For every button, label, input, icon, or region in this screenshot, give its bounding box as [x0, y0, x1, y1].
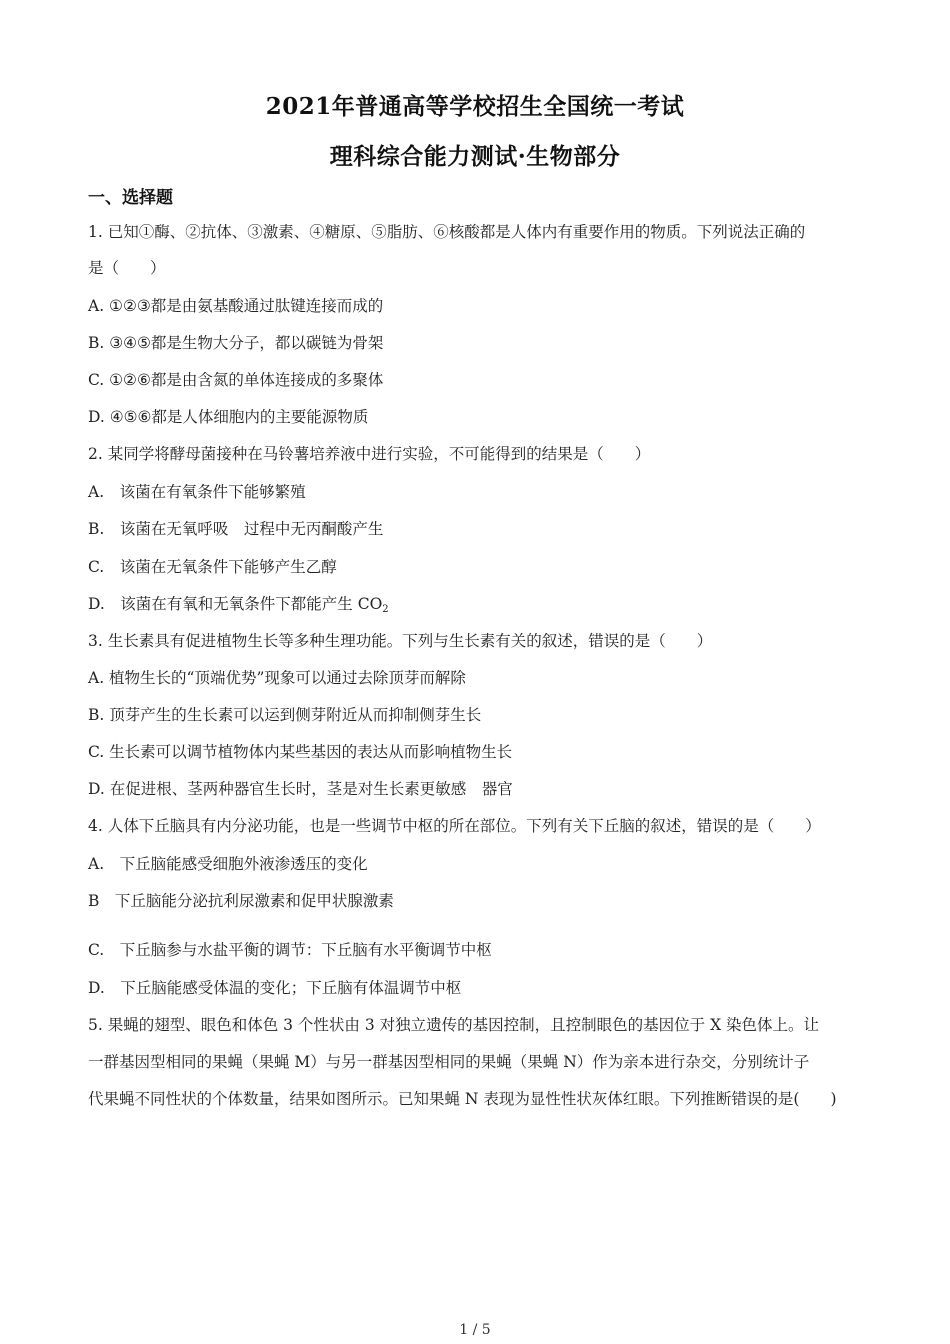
question-4-option-b: B 下丘脑能分泌抗利尿激素和促甲状腺激素: [88, 892, 394, 910]
question-3-option-d: D. 在促进根、茎两种器官生长时，茎是对生长素更敏感 器官: [88, 780, 513, 798]
question-1-option-b: B. ③④⑤都是生物大分子，都以碳链为骨架: [88, 334, 384, 352]
question-4-option-c: C. 下丘脑参与水盐平衡的调节：下丘脑有水平衡调节中枢: [88, 941, 492, 959]
exam-title: 2021年普通高等学校招生全国统一考试: [265, 93, 685, 120]
exam-subtitle: 理科综合能力测试·生物部分: [329, 143, 621, 170]
question-5-stem-line3: 代果蝇不同性状的个体数量，结果如图所示。已知果蝇 N 表现为显性性状灰体红眼。下列推断错误的是( ): [88, 1090, 837, 1108]
question-1-stem-line2: 是（ ）: [88, 259, 166, 277]
question-3-option-a: A. 植物生长的“顶端优势”现象可以通过去除顶芽而解除: [88, 669, 466, 687]
question-5-stem-line2: 一群基因型相同的果蝇（果蝇 M）与另一群基因型相同的果蝇（果蝇 N）作为亲本进行杂交，分别统计子: [88, 1053, 810, 1071]
question-1-option-c: C. ①②⑥都是由含氮的单体连接成的多聚体: [88, 371, 384, 389]
page-number: 1 / 5: [459, 1322, 491, 1338]
question-5-stem-line1: 5. 果蝇的翅型、眼色和体色 3 个性状由 3 对独立遗传的基因控制，且控制眼色的基因位于 X 染色体上。让: [88, 1016, 820, 1034]
question-2-stem: 2. 某同学将酵母菌接种在马铃薯培养液中进行实验，不可能得到的结果是（ ）: [88, 445, 651, 463]
question-2-option-a: A. 该菌在有氧条件下能够繁殖: [88, 483, 306, 501]
question-1-option-d: D. ④⑤⑥都是人体细胞内的主要能源物质: [88, 408, 369, 426]
question-3-option-c: C. 生长素可以调节植物体内某些基因的表达从而影响植物生长: [88, 743, 513, 761]
question-1-option-a: A. ①②③都是由氨基酸通过肽键连接而成的: [88, 297, 384, 315]
question-1-stem-line1: 1. 已知①酶、②抗体、③激素、④糖原、⑤脂肪、⑥核酸都是人体内有重要作用的物质。下列说法正确的: [88, 223, 806, 241]
question-2-option-d-text: D. 该菌在有氧和无氧条件下都能产生 CO: [88, 595, 383, 613]
question-4-option-d: D. 下丘脑能感受体温的变化；下丘脑有体温调节中枢: [88, 979, 462, 997]
question-3-option-b: B. 顶芽产生的生长素可以运到侧芽附近从而抑制侧芽生长: [88, 706, 482, 724]
question-4-stem: 4. 人体下丘脑具有内分泌功能，也是一些调节中枢的所在部位。下列有关下丘脑的叙述，错误的是（ ）: [88, 817, 821, 835]
co2-subscript: 2: [382, 604, 389, 615]
question-3-stem: 3. 生长素具有促进植物生长等多种生理功能。下列与生长素有关的叙述，错误的是（ ）: [88, 632, 713, 650]
question-2-option-c: C. 该菌在无氧条件下能够产生乙醇: [88, 558, 337, 576]
question-4-option-a: A. 下丘脑能感受细胞外液渗透压的变化: [88, 855, 368, 873]
question-2-option-b: B. 该菌在无氧呼吸 过程中无丙酮酸产生: [88, 520, 384, 538]
section-heading: 一、选择题: [88, 188, 173, 208]
question-2-option-d: [88, 594, 868, 620]
